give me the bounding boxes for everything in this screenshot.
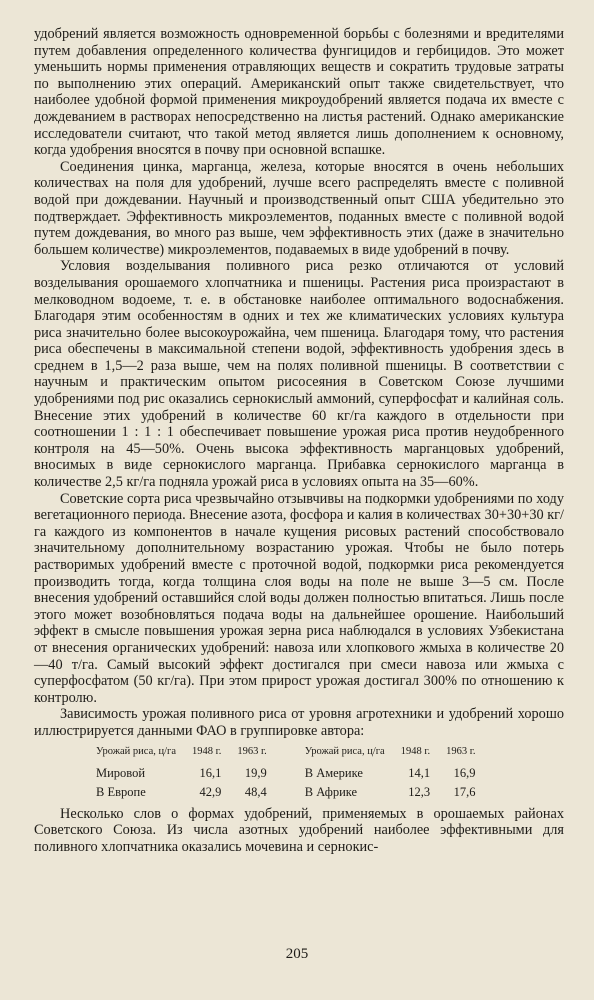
column-header-1963: 1963 г. [237,745,267,757]
value-1963: 48,4 [244,784,267,799]
region-name: Мировой [96,765,146,780]
paragraph-5: Зависимость урожая поливного риса от уровня агротехники и удобрений хорошо иллюстрируется данными ФАО в группировке автора: [34,706,564,739]
table-row [96,764,275,783]
value-1948: 12,3 [408,784,431,799]
rice-yield-table-left [96,746,275,802]
paragraph-closing: Несколько слов о формах удобрений, применяемых в орошаемых районах Советского Союза. Из числа азотных удобрений наиболее эффективными для поливного хлопчатника оказались мочевина и сернокис- [34,805,564,855]
rice-yield-tables [96,746,564,802]
region-name: В Африке [304,784,358,799]
column-header-yield: Урожай риса, ц/га [96,745,176,757]
paragraph-2: Соединения цинка, марганца, железа, которые вносятся в очень небольших количествах на поля для удобрений, лучше всего распределять вместе с поливной водой при дождевании. Научный и производственный опыт США убедительно это подтверждает. Эффективность микроэлементов, поданных вместе с поливной водой путем дождевания, во много раз выше, чем эффективность этих (даже в значительно большем количестве) микроэлементов, подаваемых в виде удобрений в почву. [34,158,564,258]
value-1963: 16,9 [453,765,476,780]
paragraph-3: Условия возделывания поливного риса резко отличаются от условий возделывания орошаемого хлопчатника и пшеницы. Растения риса произрастают в мелководном водоеме, т. е. в обстановке наиболее оптимального водоснабжения. Благодаря этим особенностям в одних и тех же климатических условиях культура риса значительно более высокоурожайна, чем пшеница. Благодаря тому, что растения риса обеспечены в максимальной степени водой, эффективность удобрения здесь в среднем в 1,5—2 раза выше, чем на полях поливной пшеницы. В соответствии с научным и практическим опытом рисосеяния в Советском Союзе лучшими удобрениями под рис оказались сернокислый аммоний, суперфосфат и калийная соль. Внесение этих удобрений в количестве 60 кг/га каждого в отдельности при соотношении 1 : 1 : 1 обеспечивает повышение урожая риса против неудобренного контроля на 45—50%. Очень высока эффективность марганцовых удобрений, вносимых в виде сернокислого марганца. Прибавка сернокислого марганца в количестве 2,5 кг/га подняла урожай риса в условиях опыта на 35—60%. [34,258,564,491]
paragraph-4: Советские сорта риса чрезвычайно отзывчивы на подкормки удобрениями по ходу вегетационного периода. Внесение азота, фосфора и калия в количествах 30+30+30 кг/га каждого из компонентов в начале кущения рисовых растений способствовало значительному дополнительному возрастанию урожая. Чтобы не было потерь растворимых удобрений вместе с проточной водой, подкормки риса рекомендуется производить тогда, когда толщина слоя воды на поле не выше 3—5 см. После внесения удобрений оставшийся слой воды должен полностью впитаться. Лишь после этого может возобновляться подача воды на дальнейшее орошение. Наибольший эффект в смысле повышения урожая зерна риса наблюдался в условиях Узбекистана от внесения органических удобрений: навоза или хлопкового жмыха в количестве 20—40 т/га. Самый высокий эффект достигался при смеси навоза или жмыха с суперфосфатом (50 кг/га). При этом прирост урожая достигал 300% по отношению к контролю. [34,490,564,706]
paragraph-1: удобрений является возможность одновременной борьбы с болезнями и вредителями путем добавления определенного количества фунгицидов и гербицидов. Это может уменьшить нормы применения отравляющих веществ и сократить трудовые затраты по выполнению этих операций. Американский опыт также свидетельствует, что наиболее удобной формой применения микроудобрений является подача их вместе с дождеванием в растворах непосредственно на листья растений. Однако американские исследователи считают, что такой метод является лишь дополнением к основному, когда удобрения вносятся в почву при основной вспашке. [34,26,564,159]
table-row [305,783,484,802]
column-header-1963: 1963 г. [446,745,476,757]
value-1948: 42,9 [199,784,222,799]
value-1948: 14,1 [408,765,431,780]
region-name: В Америке [304,765,363,780]
column-header-1948: 1948 г. [400,745,431,757]
value-1963: 19,9 [244,765,267,780]
table-row [305,764,484,783]
column-header-yield: Урожай риса, ц/га [304,745,385,757]
value-1963: 17,6 [453,784,476,799]
rice-yield-table-right [305,746,484,802]
page-number: 205 [285,946,309,962]
column-header-1948: 1948 г. [191,745,222,757]
value-1948: 16,1 [199,765,222,780]
region-name: В Европе [96,784,146,799]
table-row [96,783,275,802]
